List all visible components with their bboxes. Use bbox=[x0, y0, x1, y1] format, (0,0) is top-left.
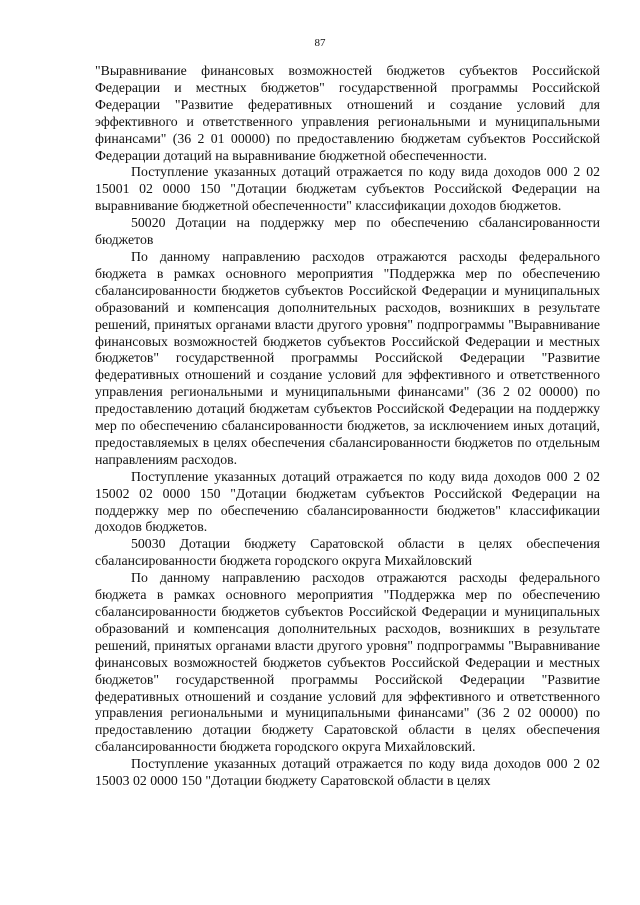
paragraph-continuation: "Выравнивание финансовых возможностей бюджетов субъектов Российской Федерации и местных бюджетов" государственной программы Российской Федерации "Развитие федеративных отношений и создание условий для эффективного и ответственного управления региональными и муниципальными финансами" (36 2 01 00000) по предоставлению бюджетам субъектов Российской Федерации дотаций на выравнивание бюджетной обеспеченности. bbox=[95, 63, 600, 163]
paragraph-income-code-15001: Поступление указанных дотаций отражается по коду вида доходов 000 2 02 15001 02 0000 150 "Дотации бюджетам субъектов Российской Федерации на выравнивание бюджетной обеспеченности" классификации доходов бюджетов. bbox=[95, 164, 600, 214]
paragraph-50020-description: По данному направлению расходов отражаются расходы федерального бюджета в рамках основного мероприятия "Поддержка мер по обеспечению сбалансированности бюджетов субъектов Российской Федерации и муниципальных образований и компенсация дополнительных расходов, возникших в результате решений, принятых органами власти другого уровня" подпрограммы "Выравнивание финансовых возможностей бюджетов субъектов Российской Федерации и местных бюджетов" государственной программы Российской Федерации "Развитие федеративных отношений и создание условий для эффективного и ответственного управления региональными и муниципальными финансами" (36 2 02 00000) по предоставлению дотаций бюджетам субъектов Российской Федерации на поддержку мер по обеспечению сбалансированности бюджетов, за исключением иных дотаций, предоставляемых в целях обеспечения сбалансированности бюджетов по отдельным направлениям расходов. bbox=[95, 248, 600, 467]
paragraph-50030-description: По данному направлению расходов отражаются расходы федерального бюджета в рамках основного мероприятия "Поддержка мер по обеспечению сбалансированности бюджетов субъектов Российской Федерации и муниципальных образований и компенсация дополнительных расходов, возникших в результате решений, принятых органами власти другого уровня" подпрограммы "Выравнивание финансовых возможностей бюджетов субъектов Российской Федерации и местных бюджетов" государственной программы Российской Федерации "Развитие федеративных отношений и создание условий для эффективного и ответственного управления региональными и муниципальными финансами" (36 2 02 00000) по предоставлению дотации бюджету Саратовской области в целях обеспечения сбалансированности бюджета городского округа Михайловский. bbox=[95, 570, 600, 755]
paragraph-income-code-15002: Поступление указанных дотаций отражается по коду вида доходов 000 2 02 15002 02 0000 150 "Дотации бюджетам субъектов Российской Федерации на поддержку мер по обеспечению сбалансированности бюджетов" классификации доходов бюджетов. bbox=[95, 468, 600, 535]
page-number: 87 bbox=[314, 37, 326, 49]
paragraph-income-code-15003: Поступление указанных дотаций отражается по коду вида доходов 000 2 02 15003 02 0000 150 "Дотации бюджету Саратовской области в целях bbox=[95, 756, 600, 789]
heading-50030: 50030 Дотации бюджету Саратовской области в целях обеспечения сбалансированности бюджета городского округа Михайловский bbox=[95, 536, 600, 569]
heading-50020: 50020 Дотации на поддержку мер по обеспечению сбалансированности бюджетов bbox=[95, 215, 600, 248]
document-body bbox=[95, 63, 600, 790]
